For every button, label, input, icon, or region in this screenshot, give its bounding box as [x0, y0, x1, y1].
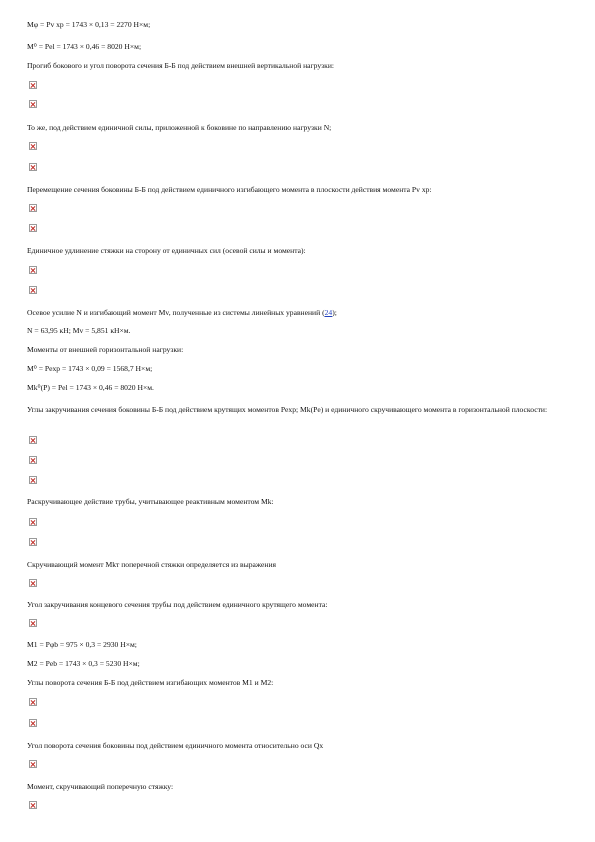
text-paragraph: Углы закручивания сечения боковины Б-Б под действием крутящих моментов Pexp; Mk(Pe) и единичного скручивающего момента в горизонтальной плоскости: [27, 405, 548, 414]
text-line: Единичное удлинение стяжки на сторону от единичных сил (осевой силы и момента): [27, 246, 306, 255]
broken-image-icon [29, 719, 37, 727]
text-line: Момент, скручивающий поперечную стяжку: [27, 782, 174, 791]
broken-image-icon [29, 476, 37, 484]
text-line: M⁰ = Pel = 1743 × 0,46 = 8020 Н×м; [27, 42, 142, 51]
broken-image-icon [29, 579, 37, 587]
text-line: M1 = Pφb = 975 × 0,3 = 2930 Н×м; [27, 640, 137, 649]
text-line: Прогиб бокового и угол поворота сечения Б-Б под действием внешней вертикальной нагрузки: [27, 61, 335, 70]
broken-image-icon [29, 456, 37, 464]
broken-image-icon [29, 286, 37, 294]
broken-image-icon [29, 142, 37, 150]
text-span: ); [332, 308, 337, 317]
broken-image-icon [29, 266, 37, 274]
text-line: M⁰ = Pexp = 1743 × 0,09 = 1568,7 Н×м; [27, 364, 153, 373]
broken-image-icon [29, 619, 37, 627]
text-line: Раскручивающее действие трубы, учитывающее реактивным моментом Mk: [27, 497, 274, 506]
text-line [27, 308, 337, 317]
text-line: Углы поворота сечения Б-Б под действием изгибающих моментов M1 и M2: [27, 678, 274, 687]
text-span: Осевое усилие N и изгибающий момент Mv, полученные из системы линейных уравнений ( [27, 308, 325, 317]
text-line: Угол поворота сечения боковины под действием единичного момента относительно оси Qx [27, 741, 324, 750]
text-line: Перемещение сечения боковины Б-Б под действием единичного изгибающего момента в плоскости действия момента Pv xp: [27, 185, 432, 194]
broken-image-icon [29, 81, 37, 89]
broken-image-icon [29, 163, 37, 171]
equation-reference-link[interactable]: 24 [324, 308, 333, 317]
text-line: То же, под действием единичной силы, приложенной к боковине по направлению нагрузки N; [27, 123, 332, 132]
text-line: Угол закручивания концевого сечения трубы под действием единичного крутящего момента: [27, 600, 328, 609]
broken-image-icon [29, 801, 37, 809]
text-line: N = 63,95 кН; Mv = 5,851 кН×м. [27, 326, 131, 335]
broken-image-icon [29, 760, 37, 768]
broken-image-icon [29, 204, 37, 212]
text-line: Mφ = Pv xp = 1743 × 0,13 = 2270 Н×м; [27, 20, 151, 29]
text-line: M2 = Peb = 1743 × 0,3 = 5230 Н×м; [27, 659, 140, 668]
broken-image-icon [29, 224, 37, 232]
text-line: Скручивающий момент Mkт поперечной стяжки определяется из выражения [27, 560, 277, 569]
broken-image-icon [29, 436, 37, 444]
text-line: Mk⁰(P) = Pel = 1743 × 0,46 = 8020 Н×м. [27, 383, 154, 392]
broken-image-icon [29, 538, 37, 546]
broken-image-icon [29, 698, 37, 706]
broken-image-icon [29, 100, 37, 108]
text-line: Моменты от внешней горизонтальной нагрузки: [27, 345, 184, 354]
broken-image-icon [29, 518, 37, 526]
